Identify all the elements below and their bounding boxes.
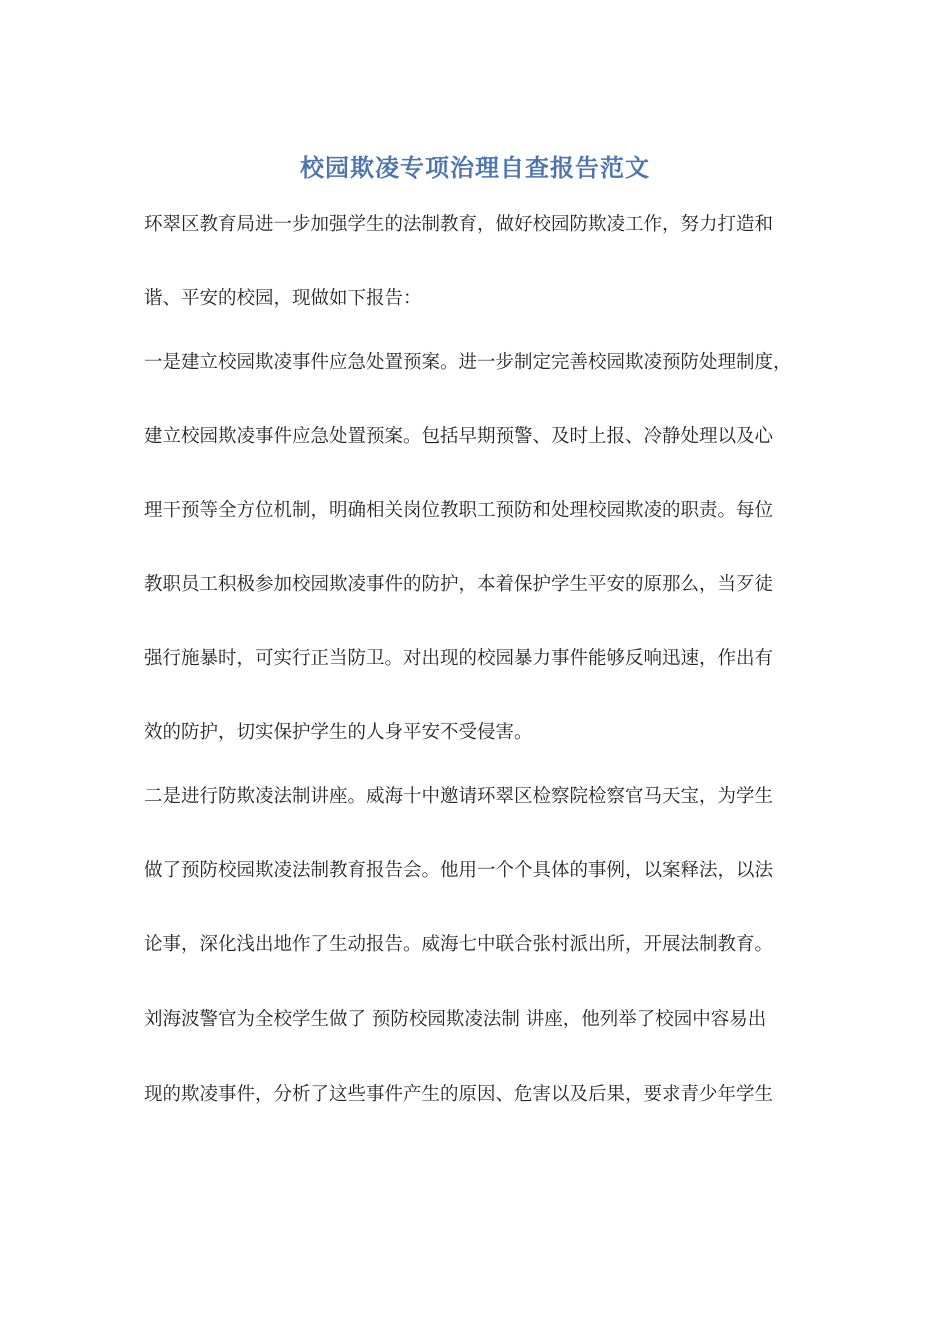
body-line: 环翠区教育局进一步加强学生的法制教育，做好校园防欺凌工作，努力打造和	[144, 214, 774, 235]
body-line: 理干预等全方位机制，明确相关岗位教职工预防和处理校园欺凌的职责。每位	[144, 500, 774, 521]
body-line: 论事，深化浅出地作了生动报告。威海七中联合张村派出所，开展法制教育。	[144, 934, 774, 955]
body-line: 做了预防校园欺凌法制教育报告会。他用一个个具体的事例，以案释法，以法	[144, 860, 774, 881]
body-line: 刘海波警官为全校学生做了 预防校园欺凌法制 讲座，他列举了校园中容易出	[144, 1009, 767, 1030]
body-line: 二是进行防欺凌法制讲座。威海十中邀请环翠区检察院检察官马天宝，为学生	[144, 786, 774, 807]
body-line: 谐、平安的校园，现做如下报告：	[144, 288, 422, 309]
body-line: 强行施暴时，可实行正当防卫。对出现的校园暴力事件能够反响迅速，作出有	[144, 648, 774, 669]
document-title: 校园欺凌专项治理自查报告范文	[300, 153, 650, 182]
body-line: 现的欺凌事件，分析了这些事件产生的原因、危害以及后果，要求青少年学生	[144, 1084, 774, 1105]
body-line: 一是建立校园欺凌事件应急处置预案。进一步制定完善校园欺凌预防处理制度，	[144, 352, 792, 373]
body-line: 教职员工积极参加校园欺凌事件的防护，本着保护学生平安的原那么，当歹徒	[144, 574, 774, 595]
body-line: 建立校园欺凌事件应急处置预案。包括早期预警、及时上报、冷静处理以及心	[144, 426, 774, 447]
body-line: 效的防护，切实保护学生的人身平安不受侵害。	[144, 722, 533, 743]
